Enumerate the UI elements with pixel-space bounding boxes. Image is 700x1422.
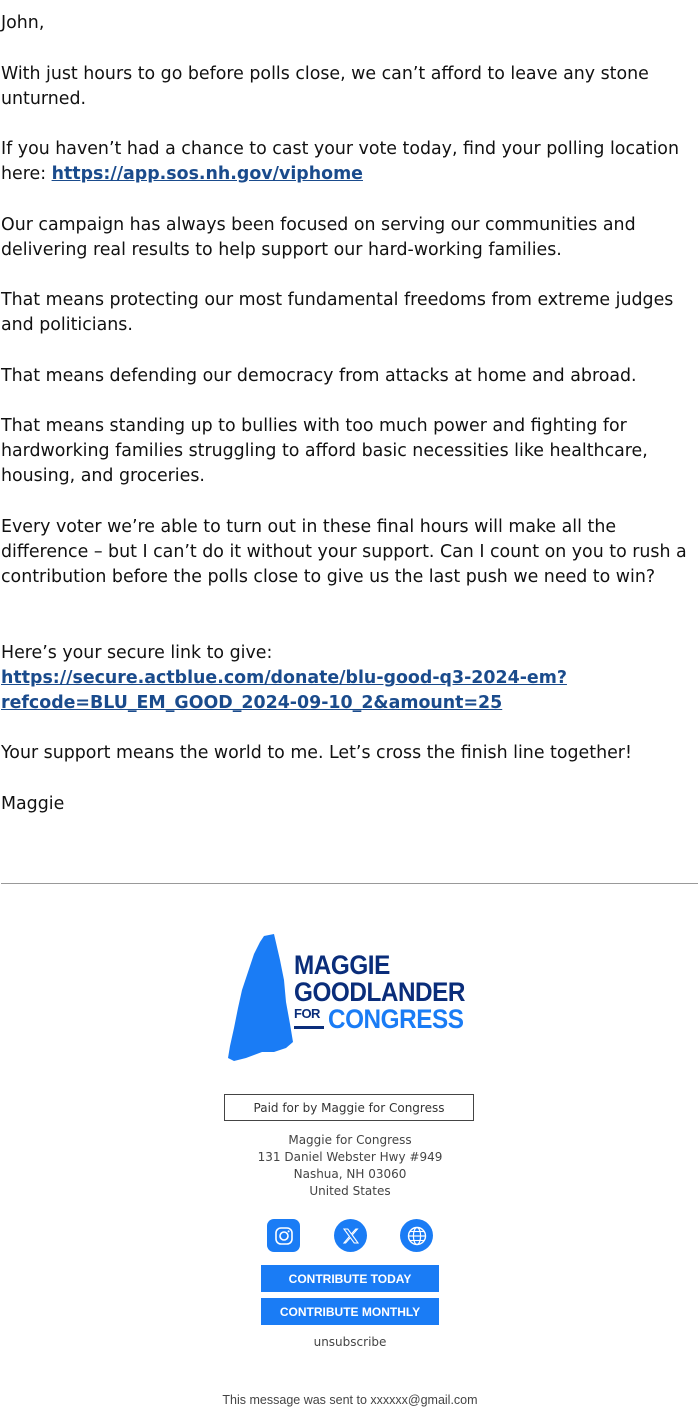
- address-line-2: 131 Daniel Webster Hwy #949: [257, 1150, 443, 1164]
- x-icon[interactable]: [334, 1219, 367, 1252]
- logo-line-maggie: MAGGIE: [294, 950, 390, 980]
- polling-location-text: If you haven’t had a chance to cast your vote today, find your polling location here:: [1, 139, 679, 184]
- donate-link-line1[interactable]: https://secure.actblue.com/donate/blu-good-q3-2024-em?: [1, 668, 567, 688]
- logo-for-underline: [294, 1026, 324, 1029]
- paragraph-support: Your support means the world to me. Let’s cross the finish line together!: [1, 743, 632, 763]
- polling-location-link[interactable]: https://app.sos.nh.gov/viphome: [51, 164, 363, 184]
- paragraph-campaign: Our campaign has always been focused on serving our communities and delivering real results to help support our hard-working families.: [1, 215, 636, 260]
- paragraph-freedoms: That means protecting our most fundamental freedoms from extreme judges and politicians.: [1, 290, 674, 335]
- logo-line-congress: CONGRESS: [328, 1004, 464, 1034]
- paid-for-disclaimer: Paid for by Maggie for Congress: [224, 1094, 474, 1121]
- sent-to-notice: This message was sent to xxxxxx@gmail.com: [222, 1393, 478, 1407]
- unsubscribe-link[interactable]: unsubscribe: [313, 1335, 387, 1349]
- new-hampshire-map-icon: [226, 934, 296, 1062]
- paragraph-secure-link: [1, 641, 699, 716]
- contribute-monthly-button[interactable]: CONTRIBUTE MONTHLY: [261, 1298, 439, 1325]
- paragraph-bullies: That means standing up to bullies with too much power and fighting for hardworking families struggling to afford basic necessities like healthcare, housing, and groceries.: [1, 416, 648, 486]
- donate-link-line2[interactable]: refcode=BLU_EM_GOOD_2024-09-10_2&amount=25: [1, 693, 503, 713]
- logo-for: FOR: [294, 1006, 320, 1021]
- footer-divider: [1, 883, 698, 884]
- campaign-logo: [226, 934, 476, 1062]
- instagram-icon[interactable]: [267, 1219, 300, 1252]
- address-line-1: Maggie for Congress: [288, 1133, 412, 1147]
- globe-icon[interactable]: [400, 1219, 433, 1252]
- contribute-today-button[interactable]: CONTRIBUTE TODAY: [261, 1265, 439, 1292]
- paragraph-polls: With just hours to go before polls close, we can’t afford to leave any stone unturned.: [1, 64, 649, 109]
- greeting: John,: [1, 13, 45, 33]
- donate-link[interactable]: [1, 668, 567, 713]
- signoff: Maggie: [1, 794, 65, 814]
- address-line-3: Nashua, NH 03060: [293, 1167, 407, 1181]
- paragraph-voter-turnout: Every voter we’re able to turn out in these final hours will make all the difference – but I can’t do it without your support. Can I count on you to rush a contribution before the polls close to give us the last push we need to win?: [1, 517, 687, 587]
- logo-line-goodlander: GOODLANDER: [294, 977, 465, 1007]
- address-line-4: United States: [309, 1184, 391, 1198]
- paragraph-polling-location: [1, 137, 699, 187]
- secure-link-text: Here’s your secure link to give:: [1, 643, 273, 663]
- paragraph-democracy: That means defending our democracy from attacks at home and abroad.: [1, 366, 637, 386]
